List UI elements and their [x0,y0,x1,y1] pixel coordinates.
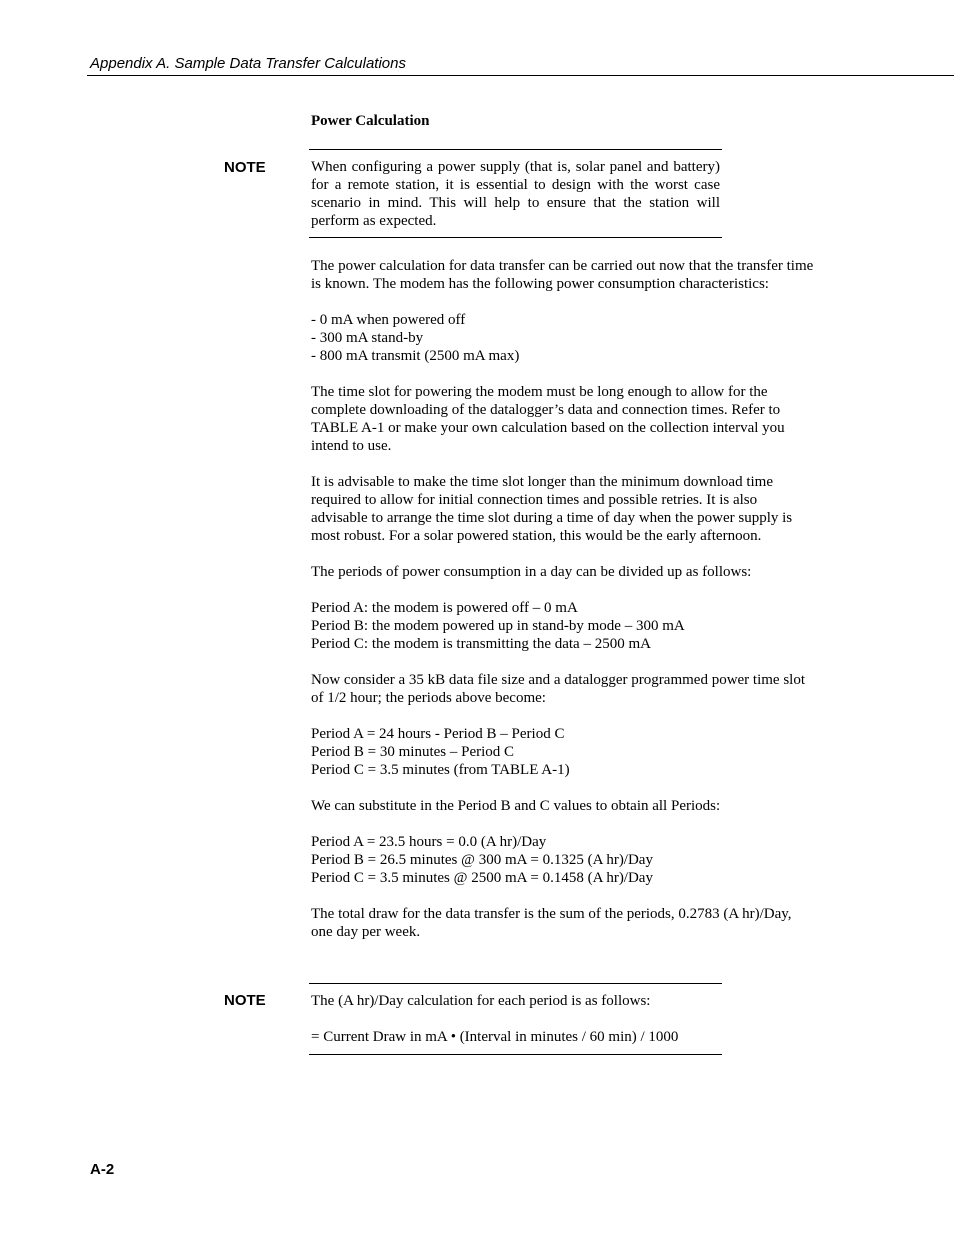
periods-list [311,599,816,653]
list-item: Period C = 3.5 minutes (from TABLE A-1) [311,762,570,778]
note-text [311,992,720,1046]
list-item: - 0 mA when powered off [311,312,466,328]
paragraph: The time slot for powering the modem must be long enough to allow for the complete downloading of the datalogger’s data and connection times. Refer to TABLE A-1 or make your own calculation based on the collection interval you intend to use. [311,384,785,454]
note-top-rule [309,149,722,150]
list-item: Period C = 3.5 minutes @ 2500 mA = 0.1458 (A hr)/Day [311,870,653,886]
page-number: A-2 [90,1161,115,1178]
list-item: Period A = 24 hours - Period B – Period C [311,726,565,742]
consumption-list [311,311,816,365]
list-item: Period B = 30 minutes – Period C [311,744,515,760]
list-item: Period C: the modem is transmitting the data – 2500 mA [311,636,651,652]
list-item: Period B = 26.5 minutes @ 300 mA = 0.1325 (A hr)/Day [311,852,653,868]
paragraph: It is advisable to make the time slot longer than the minimum download time required to allow for initial connection times and possible retries. It is also advisable to arrange the time slot during a time of day when the power supply is most robust. For a solar powered station, this would be the early afternoon. [311,474,793,544]
note-bottom-rule [309,237,722,238]
note-line: The (A hr)/Day calculation for each period is as follows: [311,993,651,1009]
list-item: Period A = 23.5 hours = 0.0 (A hr)/Day [311,834,547,850]
period-formulas-list [311,725,816,779]
paragraph: We can substitute in the Period B and C values to obtain all Periods: [311,798,721,814]
note-formula: = Current Draw in mA • (Interval in minutes / 60 min) / 1000 [311,1029,679,1045]
body-content [311,257,816,959]
note-top-rule [309,983,722,984]
paragraph: The periods of power consumption in a day can be divided up as follows: [311,564,752,580]
paragraph: The total draw for the data transfer is the sum of the periods, 0.2783 (A hr)/Day, one day per week. [311,906,792,940]
list-item: - 800 mA transmit (2500 mA max) [311,348,520,364]
paragraph: The power calculation for data transfer can be carried out now that the transfer time is known. The modem has the following power consumption characteristics: [311,258,814,292]
list-item: - 300 mA stand-by [311,330,424,346]
list-item: Period B: the modem powered up in stand-by mode – 300 mA [311,618,685,634]
paragraph: Now consider a 35 kB data file size and a datalogger programmed power time slot of 1/2 hour; the periods above become: [311,672,806,706]
list-item: Period A: the modem is powered off – 0 mA [311,600,578,616]
section-title: Power Calculation [311,113,430,129]
note-label: NOTE [224,992,266,1009]
note-label: NOTE [224,159,266,176]
period-values-list [311,833,816,887]
note-bottom-rule [309,1054,722,1055]
note-text: When configuring a power supply (that is, solar panel and battery) for a remote station, it is essential to design with the worst case scenario in mind. This will help to ensure that the station will perform as expected. [311,159,720,229]
header-rule [87,75,954,76]
running-header: Appendix A. Sample Data Transfer Calculations [90,55,406,72]
